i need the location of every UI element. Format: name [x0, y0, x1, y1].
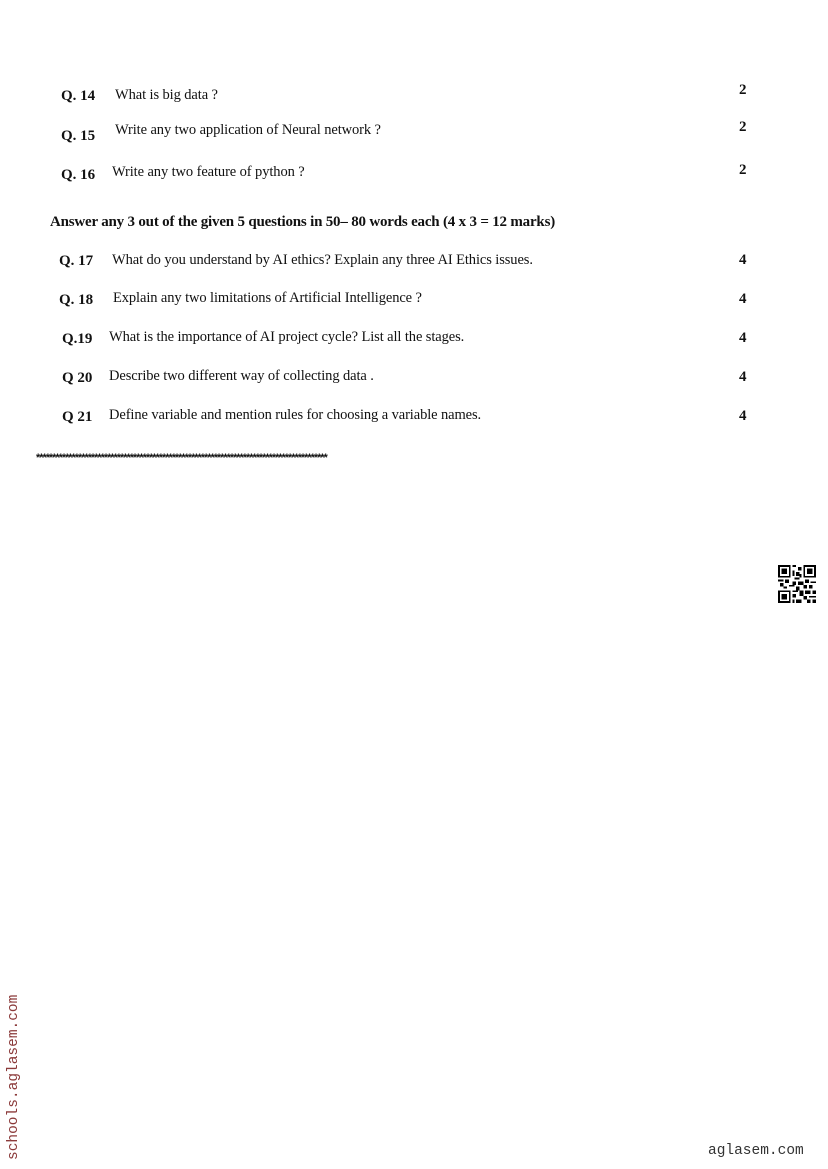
question-row-18 — [0, 289, 828, 313]
question-text: Describe two different way of collecting data . — [109, 368, 374, 384]
question-number: Q. 14 — [61, 88, 96, 104]
question-row-21 — [0, 406, 828, 430]
question-row-19 — [0, 328, 828, 352]
question-marks: 4 — [739, 330, 747, 346]
question-marks: 4 — [739, 291, 747, 307]
question-number: Q. 15 — [61, 128, 96, 144]
question-marks: 4 — [739, 369, 747, 385]
question-marks: 4 — [739, 408, 747, 424]
section-heading: Answer any 3 out of the given 5 questions in 50– 80 words each (4 x 3 = 12 marks) — [50, 214, 556, 230]
question-row-20 — [0, 367, 828, 391]
question-number: Q. 17 — [59, 253, 94, 269]
question-marks: 2 — [739, 82, 747, 98]
question-text: What is big data ? — [115, 87, 218, 103]
question-row-17 — [0, 251, 828, 275]
question-number: Q. 16 — [61, 167, 96, 183]
question-text: Define variable and mention rules for choosing a variable names. — [109, 407, 482, 423]
question-marks: 4 — [739, 252, 747, 268]
question-text: Write any two feature of python ? — [112, 164, 305, 180]
question-number: Q 20 — [62, 370, 93, 386]
end-separator: ****************************************************************************************** — [36, 452, 327, 464]
question-text: What is the importance of AI project cycle? List all the stages. — [109, 329, 465, 345]
question-number: Q. 18 — [59, 292, 94, 308]
side-watermark: schools.aglasem.com — [6, 994, 22, 1160]
qr-code-icon — [777, 565, 817, 603]
question-number: Q 21 — [62, 409, 93, 425]
question-text: What do you understand by AI ethics? Explain any three AI Ethics issues. — [112, 252, 533, 268]
question-number: Q.19 — [62, 331, 93, 347]
question-text: Write any two application of Neural network ? — [115, 122, 381, 138]
question-marks: 2 — [739, 162, 747, 178]
question-row-15 — [0, 121, 828, 145]
bottom-watermark: aglasem.com — [708, 1143, 804, 1159]
question-row-14 — [0, 82, 828, 110]
question-text: Explain any two limitations of Artificial Intelligence ? — [113, 290, 422, 306]
question-marks: 2 — [739, 119, 747, 135]
question-row-16 — [0, 163, 828, 187]
